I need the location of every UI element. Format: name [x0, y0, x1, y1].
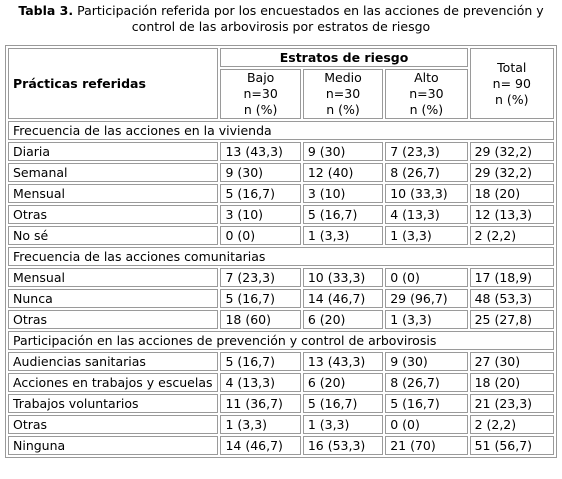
table-cell: 5 (16,7)	[303, 394, 383, 413]
table-row	[8, 310, 554, 329]
table-cell: 8 (26,7)	[385, 163, 467, 182]
section-row	[8, 121, 554, 140]
row-label: Acciones en trabajos y escuelas	[8, 373, 218, 392]
row-label: Mensual	[8, 268, 218, 287]
table-cell: 5 (16,7)	[220, 289, 300, 308]
table-cell: 5 (16,7)	[303, 205, 383, 224]
table-cell: 21 (70)	[385, 436, 467, 455]
table-cell: 4 (13,3)	[220, 373, 300, 392]
table-row	[8, 163, 554, 182]
table-cell: 1 (3,3)	[303, 226, 383, 245]
table-cell: 27 (30)	[470, 352, 554, 371]
header-practicas: Prácticas referidas	[8, 48, 218, 119]
table-cell: 9 (30)	[220, 163, 300, 182]
header-bajo	[220, 69, 300, 119]
table-cell: 18 (20)	[470, 373, 554, 392]
table-cell: 29 (32,2)	[470, 142, 554, 161]
table-cell: 5 (16,7)	[220, 184, 300, 203]
table-row	[8, 142, 554, 161]
table-cell: 18 (20)	[470, 184, 554, 203]
table-cell: 3 (10)	[220, 205, 300, 224]
header-alto-name: Alto	[414, 70, 439, 85]
table-cell: 7 (23,3)	[385, 142, 467, 161]
table-caption	[0, 0, 562, 38]
row-label: No sé	[8, 226, 218, 245]
table-cell: 25 (27,8)	[470, 310, 554, 329]
header-row-1	[8, 48, 554, 67]
table-cell: 29 (32,2)	[470, 163, 554, 182]
table-cell: 7 (23,3)	[220, 268, 300, 287]
table-cell: 13 (43,3)	[303, 352, 383, 371]
row-label: Trabajos voluntarios	[8, 394, 218, 413]
header-estratos: Estratos de riesgo	[220, 48, 467, 67]
table-row	[8, 289, 554, 308]
table-cell: 48 (53,3)	[470, 289, 554, 308]
header-alto-n: n=30	[409, 86, 444, 101]
data-table	[5, 45, 557, 458]
table-cell: 2 (2,2)	[470, 226, 554, 245]
header-bajo-n: n=30	[243, 86, 278, 101]
table-cell: 1 (3,3)	[303, 415, 383, 434]
table-cell: 0 (0)	[385, 415, 467, 434]
row-label: Otras	[8, 205, 218, 224]
table-cell: 3 (10)	[303, 184, 383, 203]
header-total-pct: n (%)	[495, 91, 529, 107]
table-row	[8, 394, 554, 413]
table-cell: 14 (46,7)	[220, 436, 300, 455]
table-cell: 4 (13,3)	[385, 205, 467, 224]
section-title: Frecuencia de las acciones en la vivienda	[8, 121, 554, 140]
table-cell: 1 (3,3)	[220, 415, 300, 434]
header-medio-name: Medio	[324, 70, 362, 85]
row-label: Otras	[8, 310, 218, 329]
header-alto-pct: n (%)	[409, 102, 444, 117]
row-label: Nunca	[8, 289, 218, 308]
row-label: Ninguna	[8, 436, 218, 455]
header-medio-n: n=30	[325, 86, 361, 101]
table-cell: 8 (26,7)	[385, 373, 467, 392]
caption-text: Participación referida por los encuestados en las acciones de prevención y control de las arbovirosis por estratos de riesgo	[73, 3, 544, 34]
header-total-name: Total	[497, 59, 527, 75]
header-total	[470, 48, 554, 119]
table-cell: 51 (56,7)	[470, 436, 554, 455]
table-row	[8, 436, 554, 455]
table-cell: 10 (33,3)	[385, 184, 467, 203]
table-cell: 2 (2,2)	[470, 415, 554, 434]
table-cell: 1 (3,3)	[385, 226, 467, 245]
section-title: Participación en las acciones de prevención y control de arbovirosis	[8, 331, 554, 350]
row-label: Otras	[8, 415, 218, 434]
table-row	[8, 205, 554, 224]
table-cell: 16 (53,3)	[303, 436, 383, 455]
header-total-n: n= 90	[492, 75, 531, 91]
caption-label: Tabla 3.	[18, 3, 74, 18]
table-cell: 12 (13,3)	[470, 205, 554, 224]
header-bajo-pct: n (%)	[243, 102, 278, 117]
row-label: Semanal	[8, 163, 218, 182]
table-cell: 9 (30)	[385, 352, 467, 371]
section-title: Frecuencia de las acciones comunitarias	[8, 247, 554, 266]
table-cell: 5 (16,7)	[385, 394, 467, 413]
table-row	[8, 415, 554, 434]
table-row	[8, 352, 554, 371]
table-body	[8, 48, 554, 455]
table-cell: 17 (18,9)	[470, 268, 554, 287]
table-cell: 29 (96,7)	[385, 289, 467, 308]
table-cell: 11 (36,7)	[220, 394, 300, 413]
section-row	[8, 331, 554, 350]
row-label: Audiencias sanitarias	[8, 352, 218, 371]
table-cell: 18 (60)	[220, 310, 300, 329]
table-cell: 1 (3,3)	[385, 310, 467, 329]
table-cell: 0 (0)	[220, 226, 300, 245]
table-row	[8, 184, 554, 203]
section-row	[8, 247, 554, 266]
table-row	[8, 268, 554, 287]
row-label: Mensual	[8, 184, 218, 203]
header-medio	[303, 69, 383, 119]
table-cell: 0 (0)	[385, 268, 467, 287]
table-cell: 10 (33,3)	[303, 268, 383, 287]
table-cell: 12 (40)	[303, 163, 383, 182]
table-cell: 5 (16,7)	[220, 352, 300, 371]
header-bajo-name: Bajo	[246, 70, 275, 85]
table-row	[8, 373, 554, 392]
table-cell: 13 (43,3)	[220, 142, 300, 161]
table-cell: 21 (23,3)	[470, 394, 554, 413]
table-cell: 6 (20)	[303, 373, 383, 392]
table-cell: 9 (30)	[303, 142, 383, 161]
table-row	[8, 226, 554, 245]
table-cell: 14 (46,7)	[303, 289, 383, 308]
header-alto	[385, 69, 467, 119]
row-label: Diaria	[8, 142, 218, 161]
header-medio-pct: n (%)	[326, 102, 360, 117]
table-cell: 6 (20)	[303, 310, 383, 329]
